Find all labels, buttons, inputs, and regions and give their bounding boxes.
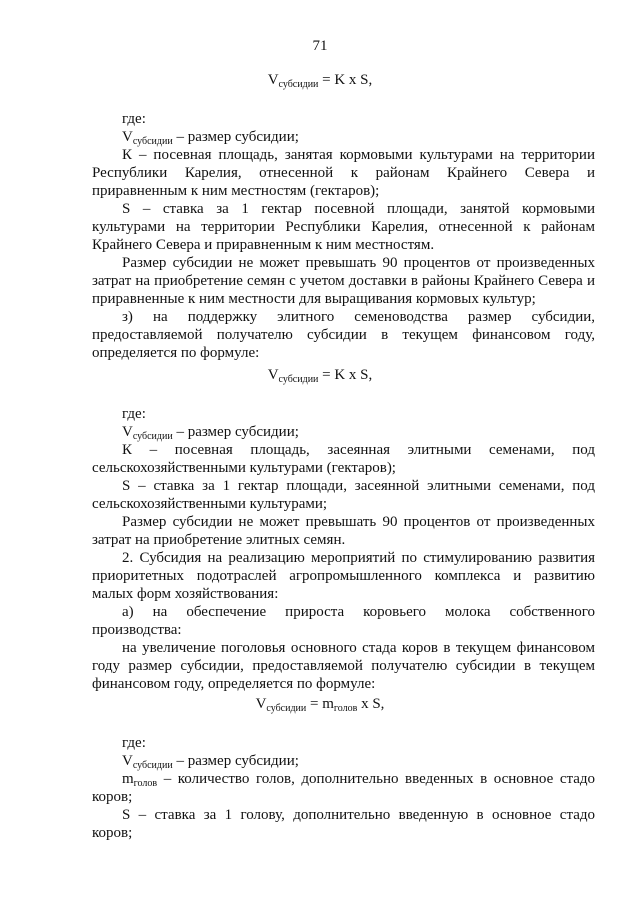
- text-line: S – ставка за 1 гектар посевной площади, занятой кормовыми: [122, 201, 595, 217]
- definition-v-2: $V_{субсидии}$ – размер субсидии;: [122, 424, 299, 442]
- definition-v-3: $V_{субсидии}$ – размер субсидии;: [122, 753, 299, 771]
- text-line: сельскохозяйственными культурами;: [92, 496, 328, 512]
- text-line: К – посевная площадь, занятая кормовыми культурами на территории: [122, 147, 595, 163]
- text-line: Размер субсидии не может превышать 90 процентов от произведенных: [122, 514, 595, 530]
- formula-2: $V_{субсидии} = K$ x S,: [267, 367, 373, 385]
- text-line: S – ставка за 1 гектар площади, засеянной элитными семенами, под: [122, 478, 595, 494]
- text-line: S – ставка за 1 голову, дополнительно введенную в основное стадо: [122, 807, 595, 823]
- formula-3: $V_{субсидии} = m_{голов}$ x S,: [255, 696, 385, 714]
- text-line: затрат на приобретение семян с учетом доставки в районы Крайнего Севера и: [92, 273, 595, 289]
- text-line: малых форм хозяйствования:: [92, 586, 279, 602]
- text-line: сельскохозяйственными культурами (гектаров);: [92, 460, 396, 476]
- text-line: определяется по формуле:: [92, 345, 260, 361]
- text-line: Республики Карелия, отнесенной к районам Крайнего Севера и: [92, 165, 595, 181]
- text-line: коров;: [92, 789, 133, 805]
- text-line: приравненные к ним местности для выращивания кормовых культур;: [92, 291, 536, 307]
- text-line: предоставляемой получателю субсидии в текущем финансовом году,: [92, 327, 595, 343]
- text-line: году размер субсидии, предоставляемой получателю субсидии в текущем: [92, 658, 595, 674]
- text-line: Размер субсидии не может превышать 90 процентов от произведенных: [122, 255, 595, 271]
- text-line: К – посевная площадь, засеянная элитными семенами, под: [122, 442, 595, 458]
- text-line: 2. Субсидия на реализацию мероприятий по стимулированию развития: [122, 550, 595, 566]
- definition-v-1: $V_{субсидии}$ – размер субсидии;: [122, 129, 299, 147]
- formula-1: $V_{субсидии} = K$ x S,: [267, 72, 373, 90]
- where-label-3: где:: [122, 735, 146, 751]
- text-line: культурами на территории Республики Карелия, отнесенной к районам: [92, 219, 595, 235]
- page-number: 71: [312, 38, 328, 54]
- text-line: финансовом году, определяется по формуле:: [92, 676, 376, 692]
- text-line: приоритетных подотраслей агропромышленного комплекса и развитию: [92, 568, 595, 584]
- text-line: з) на поддержку элитного семеноводства размер субсидии,: [122, 309, 595, 325]
- text-line: производства:: [92, 622, 182, 638]
- text-line: на увеличение поголовья основного стада коров в текущем финансовом: [122, 640, 595, 656]
- text-line: затрат на приобретение элитных семян.: [92, 532, 346, 548]
- text-line: а) на обеспечение прироста коровьего молока собственного: [122, 604, 595, 620]
- where-label-2: где:: [122, 406, 146, 422]
- text-line: коров;: [92, 825, 133, 841]
- text-line: приравненным к ним местностям (гектаров);: [92, 183, 380, 199]
- definition-m: $m_{голов}$ – количество голов, дополнительно введенных в основное стадо: [122, 771, 596, 789]
- where-label-1: где:: [122, 111, 146, 127]
- text-line: Крайнего Севера и приравненным к ним местностям.: [92, 237, 435, 253]
